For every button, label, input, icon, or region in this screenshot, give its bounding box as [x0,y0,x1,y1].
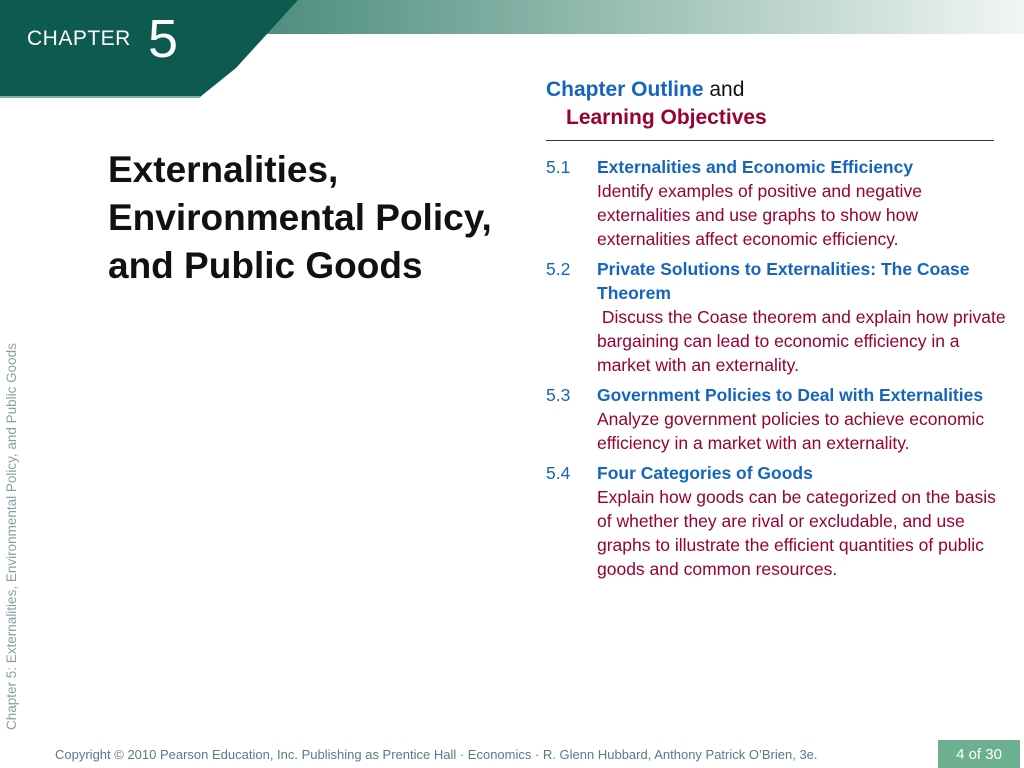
outline-heading-and: and [703,78,745,101]
objective-item [546,461,1006,581]
objective-item [546,257,1006,377]
objective-description: Analyze government policies to achieve economic efficiency in a market with an externality. [597,409,985,453]
objective-title: Government Policies to Deal with Externalities [597,385,984,405]
slide-title [108,146,538,290]
outline-heading-blue: Chapter Outline [546,78,704,101]
objective-title: Private Solutions to Externalities: The Coase Theorem [597,259,970,303]
outline-heading-maroon: Learning Objectives [566,106,767,129]
objective-item [546,155,1006,251]
objective-number: 5.2 [546,259,571,279]
objective-title: Externalities and Economic Efficiency [597,157,914,177]
objective-number: 5.4 [546,463,571,483]
title-line: Environmental Policy, [108,197,492,238]
copyright-notice: Copyright © 2010 Pearson Education, Inc. Publishing as Prentice Hall · Economics · R. Glenn Hubbard, Anthony Patrick O’Brien, 3e. [55,747,818,762]
side-caption: Chapter 5: Externalities, Environmental Policy, and Public Goods [4,343,19,730]
objective-description: Discuss the Coase theorem and explain how private bargaining can lead to economic efficiency in a market with an externality. [597,307,1006,375]
objective-number: 5.1 [546,157,571,177]
heading-divider [546,140,994,141]
objective-title: Four Categories of Goods [597,463,813,483]
chapter-number: 5 [148,9,179,69]
objective-description: Identify examples of positive and negative externalities and use graphs to show how externalities affect economic efficiency. [597,181,922,249]
outline-heading [546,76,994,132]
page-indicator: 4 of 30 [938,740,1020,768]
chapter-label: CHAPTER [27,27,131,50]
objectives-list [546,155,1006,587]
title-line: Externalities, [108,149,339,190]
title-line: and Public Goods [108,245,423,286]
objective-number: 5.3 [546,385,571,405]
objective-description: Explain how goods can be categorized on the basis of whether they are rival or excludable, and use graphs to illustrate the efficient quantities of public goods and common resources. [597,487,996,579]
objective-item [546,383,1006,455]
